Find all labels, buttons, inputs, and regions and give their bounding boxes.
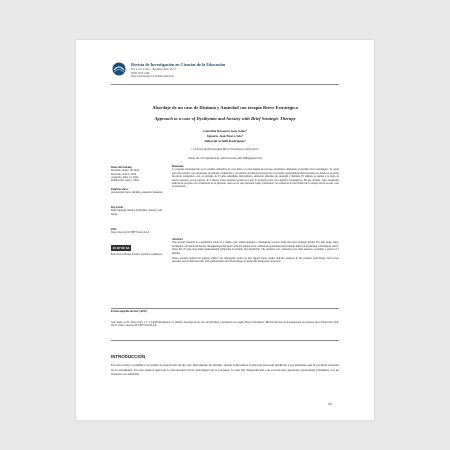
author-1: Gabriela Rosaura Soto Soler¹ <box>203 129 247 133</box>
resumen-text: La presente investigación es un estudio cualitativo de caso único, el cual analiza un proceso terapéutico utilizando el modelo breve estratégico. Se contó para este estudio con entrevistas de entrada, evaluación y de gestión de historia personal de la paciente, generándose intervenciones en donde se propicia un efecto terapéutico. Así, la paciente de 25 años estudiante universitaria, demostró síntomas de ansiedad y distimia. El análisis se realizó a lo largo de nueve sesiones, en un espacio de 5 meses. Estas sesiones ayudaron a que la paciente logre sus objetivos terapéuticos. En ese sentido, estos resultados indican un progreso en el bienestar de la paciente, tanto en su vida personal como profesional. Se evidenció la efectividad de la terapia breve en este caso en particular. <box>172 168 339 189</box>
header-divider <box>111 84 339 85</box>
citation-label: Forma sugerida de citar (APA): <box>111 310 148 313</box>
date-revised: Revisado: abril 5, 2024 <box>111 172 137 176</box>
article-dates <box>111 166 167 182</box>
date-received: Recibido: marzo 18, 2024 <box>111 169 139 173</box>
article-title-en: Approach to a case of Dysthymia and Anxiety with Brief Strategic Therapy <box>154 116 296 121</box>
dates-label: Datos del artículo: <box>111 166 133 169</box>
journal-logo <box>111 62 127 78</box>
abstract-text: The present research is a qualitative study of a single case, which analyzes a therapeutic process using the brief strategic model. For this study, entry, evaluation, and personal history management interviews with the patient were conducted, generating interventions aimed at promoting a therapeutic effect. Thus, the 25-year-old patient demonstrated symptoms of anxiety and dysthymia. The analysis was conducted over nine sessions, spanning a period of 5 months. <box>172 241 339 255</box>
resumen-heading: Resumen <box>172 164 184 168</box>
journal-name: Revista de Investigación en Ciencias de la Educación <box>131 62 226 67</box>
keywords-es-label: Palabras clave: <box>111 188 129 191</box>
page-number: 26 <box>328 402 332 406</box>
doi-label: DOI: <box>111 228 117 231</box>
abstract-heading: Abstract <box>172 237 183 241</box>
citation-divider <box>111 308 339 309</box>
journal-volume: Vol. 2, No 4, julio – diciembre 2024, 26-37 <box>131 68 176 71</box>
correspondence: ¹Autor de correspondencia: gabriela.soto.soler.188@gmail.com <box>188 156 262 160</box>
doi-block <box>111 228 167 235</box>
keywords-en <box>111 206 167 216</box>
abstract-block <box>172 238 339 264</box>
abstract-text-2: These sessions helped the patient achieve her therapeutic goals. In this regard, these results indicate progress in the patient's well-being, both in her personal and professional life. This demonstrates the effectiveness of using this therapeutic approach. <box>172 257 339 264</box>
journal-url[interactable]: https://revistarebecv.com/index.php/riced <box>131 75 174 78</box>
section-heading: INTRODUCCIÓN <box>111 354 146 359</box>
keywords-en-label: Keywords: <box>111 206 124 209</box>
author-2: Ignacio José Bravo Isla² <box>207 134 243 138</box>
keywords-es <box>111 188 167 195</box>
article-title-es: Abordaje de un caso de Distimia y Ansiedad con terapia Breve Estratégica <box>152 105 298 110</box>
citation-divider-bottom <box>111 340 339 341</box>
affiliation: ¹,²,³Centro de Psicoterapia Breve Estratégica, Lima, Perú. <box>191 147 259 151</box>
date-published: Publicación: julio 1, 2024 <box>111 179 139 183</box>
date-accepted: Aceptado: junio 12, 2024 <box>111 175 139 179</box>
keywords-es-text: psicoterapia breve, distimia, ansiedad, bienestar. <box>111 191 163 195</box>
citation-text: Soto-Soler, G. R., Bravo-Isla, I. J. y Schulz-Rodríguez, D. (2024). Abordaje de un caso de Distimia y Ansiedad con terapia Breve Estratégica. RICEd: Revista de Investigación en Ciencias de la Educación, 2(4), 26-37. https://doi.org/10.53877/riced2.4-6 <box>111 321 339 328</box>
paper-page <box>76 40 374 420</box>
license-text: Esta obra está bajo licencia Creative Commons. <box>111 253 163 256</box>
journal-issn: ISSN: 3073-1445 <box>131 71 150 75</box>
intro-paragraph: En este trabajo académico se realiza la exposición de un caso únicamente de estudio, donde exploramos la historia personal detallada y los síntomas que la paciente presenta en la actualidad. En este, hemos aplicado la psicoterapia breve estratégica en la paciente, la cual fue diagnosticada con el trastorno depresivo persistente (distimia) con un trastorno de ansiedad. <box>111 363 339 376</box>
resumen-block <box>172 165 339 189</box>
doi-link[interactable]: https://doi.org/10.53877/riced.2.4.6 <box>111 231 150 235</box>
cc-license-badge[interactable]: CC BY NC SA <box>112 246 130 250</box>
keywords-en-text: Brief Strategic Model, dysthymia, anxiety, well-being. <box>111 209 163 216</box>
author-3: Deborah Schulz Rodríguez³ <box>204 139 246 143</box>
